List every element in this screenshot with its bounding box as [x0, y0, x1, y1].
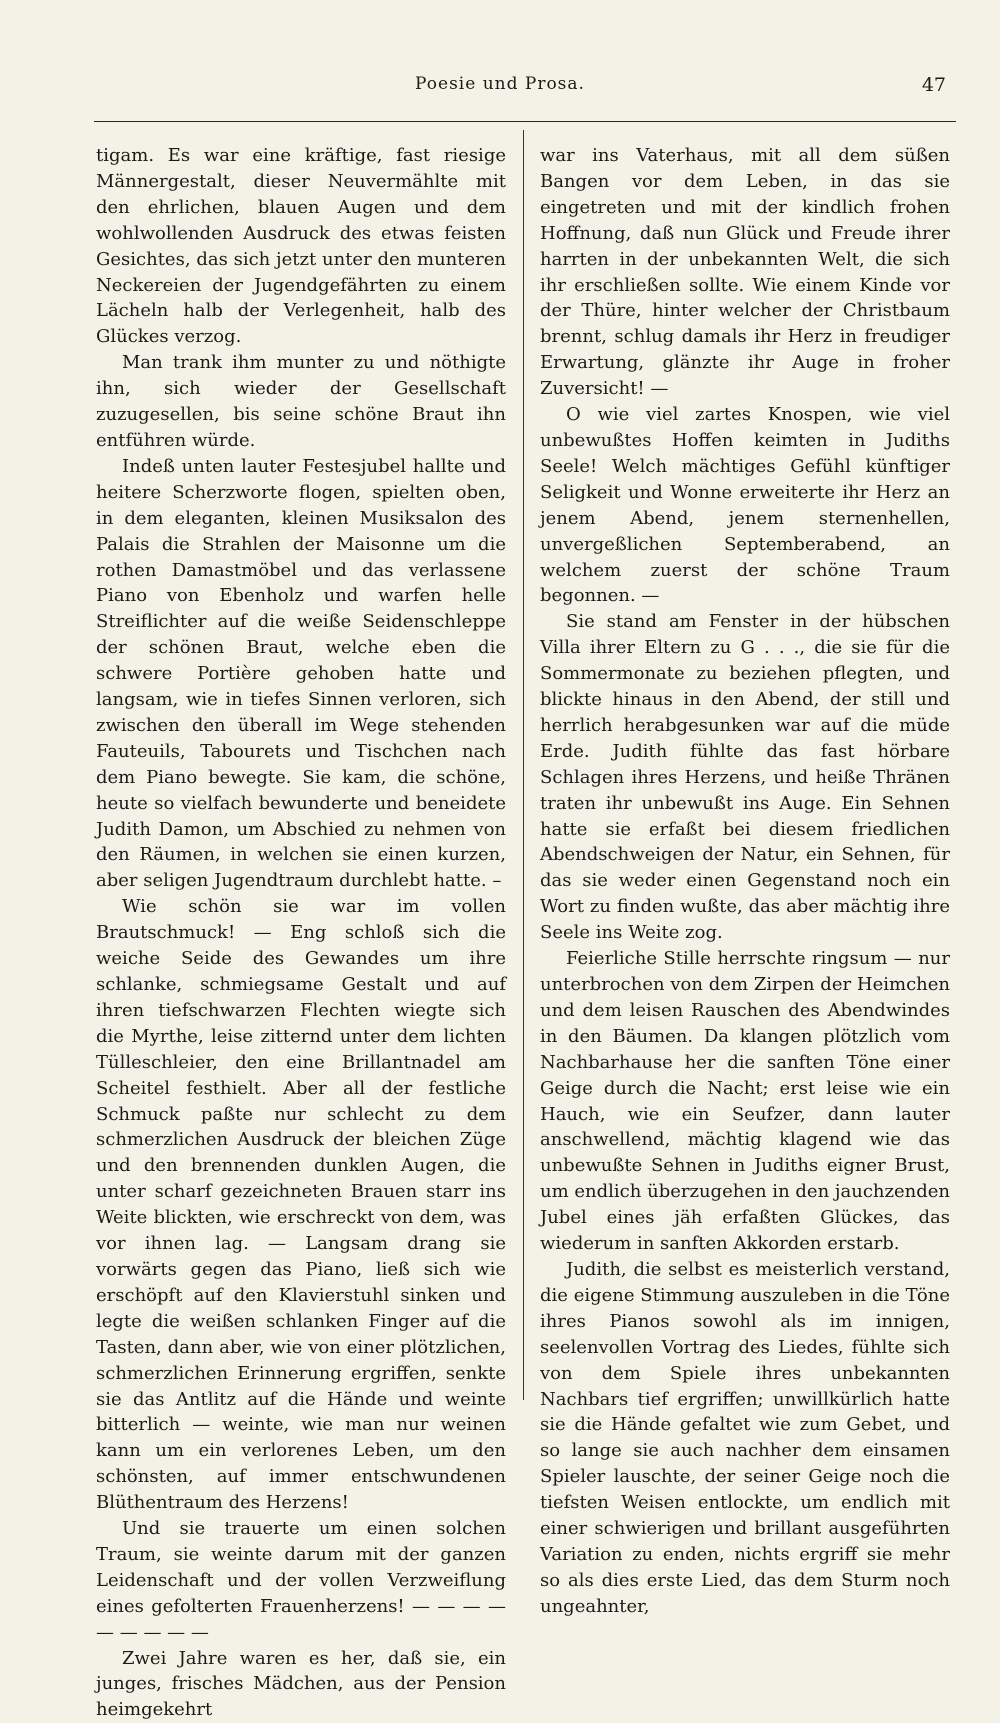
left-column — [96, 143, 506, 1723]
paragraph: Feierliche Stille herrschte ringsum — nur unterbrochen von dem Zirpen der Heimchen und dem leisen Rauschen des Abendwindes in den Bäumen. Da klangen plötzlich vom Nachbarhause her die sanften Töne einer Geige durch die Nacht; erst leise wie ein Hauch, wie ein Seufzer, dann lauter anschwellend, mächtig klagend wie das unbewußte Sehnen in Judiths eigner Brust, um endlich überzugehen in den jauchzenden Jubel eines jäh erfaßten Glückes, das wiederum in sanften Akkorden erstarb. — [540, 948, 950, 1255]
paragraph: Man trank ihm munter zu und nöthigte ihn, sich wieder der Gesellschaft zuzugesellen, bis seine schöne Braut ihn entführen würde. — [96, 352, 506, 451]
running-title: Poesie und Prosa. — [415, 74, 585, 94]
page-number: 47 — [921, 74, 946, 96]
paragraph: Zwei Jahre waren es her, daß sie, ein junges, frisches Mädchen, aus der Pension heimgekehrt — [96, 1647, 506, 1721]
paragraph: tigam. Es war eine kräftige, fast riesige Männergestalt, dieser Neuvermählte mit den ehrlichen, blauen Augen und dem wohlwollenden Ausdruck des etwas feisten Gesichtes, das sich jetzt unter den munteren Neckereien der Jugendgefährten zu einem Lächeln halb der Verlegenheit, halb des Glückes verzog. — [96, 145, 506, 348]
paragraph: Judith, die selbst es meisterlich verstand, die eigene Stimmung auszuleben in die Töne ihres Pianos sowohl als im innigen, seelenvollen Vortrag des Liedes, fühlte sich von dem Spiele ihres unbekannten Nachbars tief ergriffen; unwillkürlich hatte sie die Hände gefaltet wie zum Gebet, und so lange sie auch nachher dem einsamen Spieler lauschte, der seiner Geige noch die tiefsten Weisen entlockte, um endlich mit einer schwierigen und brillant ausgeführten Variation zu enden, nichts ergriff sie mehr so als dies erste Lied, das dem Sturm noch ungeahnter, — [540, 1258, 950, 1617]
paragraph: Und sie trauerte um einen solchen Traum, sie weinte darum mit der ganzen Leidenschaft und der vollen Verzweiflung eines gefolterten Frauenherzens! — — — — — — — — — — [96, 1518, 506, 1643]
paragraph: Indeß unten lauter Festesjubel hallte und heitere Scherzworte flogen, spielten oben, in dem eleganten, kleinen Musiksalon des Palais die Strahlen der Maisonne um die rothen Damastmöbel und das verlassene Piano von Ebenholz und warfen helle Streiflichter auf die weiße Seidenschleppe der schönen Braut, welche eben die schwere Portière gehoben hatte und langsam, wie in tiefes Sinnen verloren, sich zwischen den überall im Wege stehenden Fauteuils, Tabourets und Tischchen nach dem Piano bewegte. Sie kam, die schöne, heute so vielfach bewunderte und beneidete Judith Damon, um Abschied zu nehmen von den Räumen, in welchen sie einen kurzen, aber seligen Jugendtraum durchlebt hatte. – — [96, 455, 506, 892]
paragraph: Wie schön sie war im vollen Brautschmuck! — Eng schloß sich die weiche Seide des Gewandes um ihre schlanke, schmiegsame Gestalt und auf ihren tiefschwarzen Flechten wiegte sich die Myrthe, leise zitternd unter dem lichten Tülleschleier, den eine Brillantnadel am Scheitel festhielt. Aber all der festliche Schmuck paßte nur schlecht zu dem schmerzlichen Ausdruck der bleichen Züge und den brennenden dunklen Augen, die unter scharf gezeichneten Brauen starr ins Weite blickten, wie erschreckt von dem, was vor ihnen lag. — Langsam drang sie vorwärts gegen das Piano, ließ sich wie erschöpft auf den Klavierstuhl sinken und legte die weißen schlanken Finger auf die Tasten, dann aber, wie von einer plötzlichen, schmerzlichen Erinnerung ergriffen, senkte sie das Antlitz auf die Hände und weinte bitterlich — weinte, wie man nur weinen kann um ein verlorenes Leben, um den schönsten, auf immer entschwundenen Blüthentraum des Herzens! — [96, 896, 506, 1514]
column-divider — [523, 130, 524, 1400]
paragraph: Sie stand am Fenster in der hübschen Villa ihrer Eltern zu G . . ., die sie für die Sommermonate zu beziehen pflegten, und blickte hinaus in den Abend, der still und herrlich herabgesunken war auf die müde Erde. Judith fühlte das fast hörbare Schlagen ihres Herzens, und heiße Thränen traten ihr unbewußt ins Auge. Ein Sehnen hatte sie erfaßt bei diesem friedlichen Abendschweigen der Natur, ein Sehnen, für das sie weder einen Gegenstand noch ein Wort zu finden wußte, das aber mächtig ihre Seele ins Weite zog. — [540, 611, 950, 944]
paragraph: war ins Vaterhaus, mit all dem süßen Bangen vor dem Leben, in das sie eingetreten und mit der kindlich frohen Hoffnung, daß nun Glück und Freude ihrer harrten in der unbekannten Welt, die sich ihr erschließen sollte. Wie einem Kinde vor der Thüre, hinter welcher der Christbaum brennt, schlug damals ihr Herz in freudiger Erwartung, glänzte ihr Auge in froher Zuversicht! — — [540, 145, 950, 400]
right-column — [540, 143, 950, 1620]
paragraph: O wie viel zartes Knospen, wie viel unbewußtes Hoffen keimten in Judiths Seele! Welch mächtiges Gefühl künftiger Seligkeit und Wonne erweiterte ihr Herz an jenem Abend, jenem sternenhellen, unvergeßlichen Septemberabend, an welchem zuerst der schöne Traum begonnen. — — [540, 404, 950, 607]
header-rule — [94, 121, 956, 122]
